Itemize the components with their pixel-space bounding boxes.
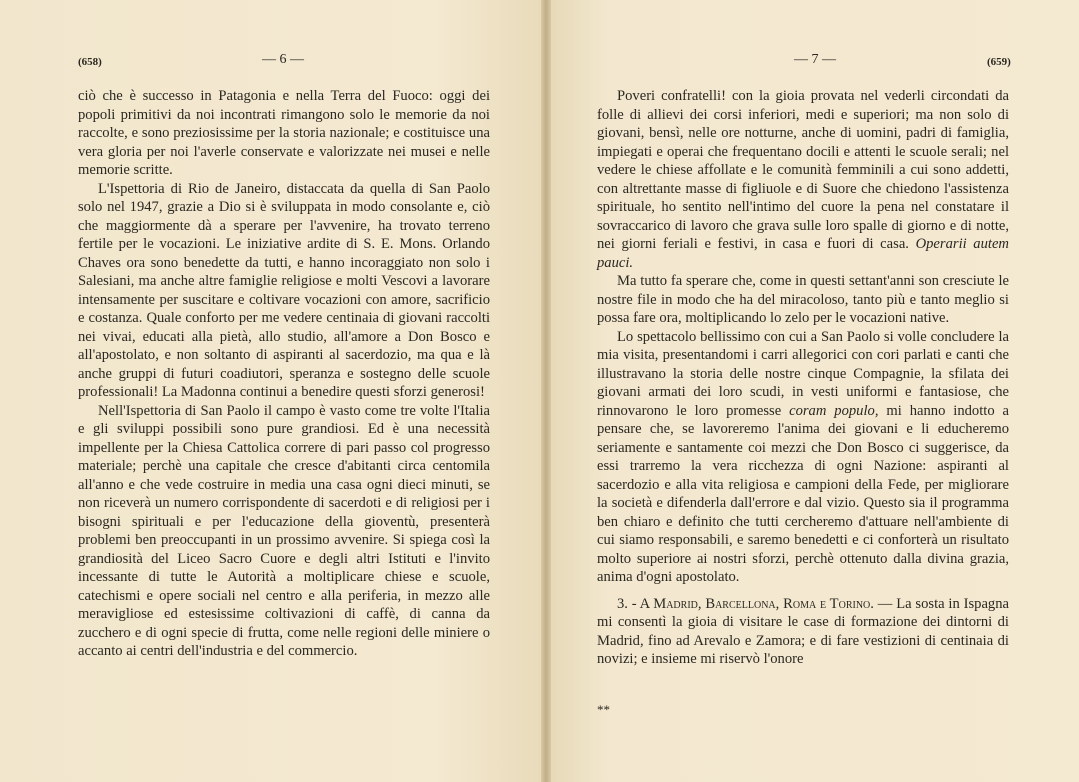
signature-mark: ** bbox=[597, 702, 610, 717]
right-paragraph-3 bbox=[597, 328, 1009, 587]
left-page-folio: — 6 — bbox=[262, 52, 304, 67]
right-page-number-bracketed: (659) bbox=[987, 56, 1011, 68]
section-3-heading: 3. - A Madrid, Barcellona, Roma e Torino. bbox=[617, 595, 874, 612]
book-gutter bbox=[541, 0, 551, 782]
right-paragraph-1 bbox=[597, 87, 1009, 272]
right-page-folio: — 7 — bbox=[794, 52, 836, 67]
left-page-number-bracketed: (658) bbox=[78, 56, 102, 68]
section-3-text: — La sosta in Ispagna mi consentì la gioia di visitare le case di formazione dei dintorni di Madrid, fino ad Arevalo e Zamora; e di fare vestizioni di centinaia di novizi; e insieme mi riservò l'onore bbox=[597, 595, 1009, 667]
right-page-body bbox=[597, 87, 1009, 669]
left-page-body bbox=[78, 87, 490, 661]
left-page-header bbox=[0, 52, 546, 74]
right-paragraph-3-text-b: mi hanno indotto a pensare che, se lavoreremo l'anima dei giovani e li educheremo seriamente e santamente coi mezzi che Don Bosco ci suggerisce, da essi trarremo la vera ricchezza di ogni Nazione: aspiranti al sacerdozio e alla vita religiosa e campioni della Fede, per migliorare la società e difenderla dall'errore e dal vizio. Questo sia il programma ben chiaro e definito che tutti cercheremo d'attuare nell'ambiente di cui siamo responsabili, e saremo benedetti e ci conforterà un risultato molto superiore ai nostri sforzi, perchè ottenuto dalla divina grazia, anima d'ogni apostolato. bbox=[597, 402, 1009, 585]
left-paragraph-3: Nell'Ispettoria di San Paolo il campo è vasto come tre volte l'Italia e gli sviluppi possibili sono pure grandiosi. Ed è una necessità impellente per la Chiesa Cattolica correre di pari passo col progresso materiale; perchè una capitale che cresce d'abitanti circa centomila all'anno e che vede costruire in media una casa ogni dieci minuti, se non riceverà un numero corrispondente di sacerdoti e di religiosi per i bisogni spirituali e per l'educazione della gioventù, presenterà problemi ben preoccupanti in un prossimo avvenire. Si spiega così la grandiosità del Liceo Sacro Cuore e degli altri Istituti e l'invito incessante di tutte le Autorità a moltiplicare chiese e scuole, catechismi e opere sociali nel centro e alla periferia, in mezzo alle meravigliose ed estesissime coltivazioni di caffè, di canna da zucchero e di ogni specie di frutta, come nelle regioni delle miniere o accanto ai centri dell'industria e del commercio. bbox=[78, 402, 490, 659]
right-paragraph-3-text-a: Lo spettacolo bellissimo con cui a San Paolo si volle concludere la mia visita, presentandomi i carri allegorici con cori parlati e canti che illustravano la storia delle nostre cinque Compagnie, la sfilata dei giovani armati dei loro scudi, in vesti uniformi e fantasiose, che rinnovarono le loro promesse bbox=[597, 328, 1009, 419]
left-paragraph-1: ciò che è successo in Patagonia e nella Terra del Fuoco: oggi dei popoli primitivi da noi incontrati rimangono solo le memorie da noi raccolte, e sono preziosissime per la storia nazionale; e costituisce una vera gloria per noi l'averle conservate e valorizzate nei musei e nelle memorie scritte. bbox=[78, 88, 490, 178]
latin-quote-operarii: Operarii autem pauci. bbox=[597, 236, 1009, 271]
right-paragraph-2: Ma tutto fa sperare che, come in questi settant'anni son cresciute le nostre file in modo che ha del miracoloso, tanto più e tanto meglio si possa fare ora, moltiplicando lo zelo per le vocazioni native. bbox=[597, 273, 1009, 326]
left-paragraph-2: L'Ispettoria di Rio de Janeiro, distaccata da quella di San Paolo solo nel 1947, grazie a Dio si è sviluppata in modo consolante e, ciò che maggiormente dà a sperare per l'avvenire, ha trovato terreno fertile per le vocazioni. Le iniziative ardite di S. E. Mons. Orlando Chaves ora sono benedette da tutti, e hanno incoraggiato non solo i Salesiani, ma anche altre famiglie religiose e molti Vescovi a lavorare intensamente per suscitare e coltivare vocazioni con amore, sacrificio e costanza. Quale conforto per me vedere centinaia di giovani raccolti nei vivai, educati alla pietà, allo studio, all'amore a Don Bosco e all'apostolato, e non soltanto di aspiranti al sacerdozio, ma qua e là anche gruppi di futuri coadiutori, speranza e sostegno delle scuole professionali! La Madonna continui a benedire questi sforzi generosi! bbox=[78, 180, 490, 400]
right-page-header bbox=[546, 52, 1079, 74]
right-paragraph-1-text: Poveri confratelli! con la gioia provata nel vederli circondati da folle di allievi dei corsi inferiori, medi e superiori; ma non solo di giovani, bensì, nelle ore notturne, anche di uomini, padri di famiglia, impiegati e operai che frequentano docili e attenti le scuole serali; nel vedere le chiese affollate e le comunità femminili a cui sono addetti, con altrettante masse di figliuole e di Suore che chiedono l'assistenza spirituale, ho sentito nell'intimo del cuore la pena nel constatare il sovraccarico di lavoro che grava sulle loro spalle di giorno e di notte, nei giorni feriali e festivi, in casa e fuori di casa. bbox=[597, 88, 1009, 252]
latin-quote-coram-populo: coram populo, bbox=[789, 402, 879, 419]
section-3-paragraph bbox=[597, 595, 1009, 669]
